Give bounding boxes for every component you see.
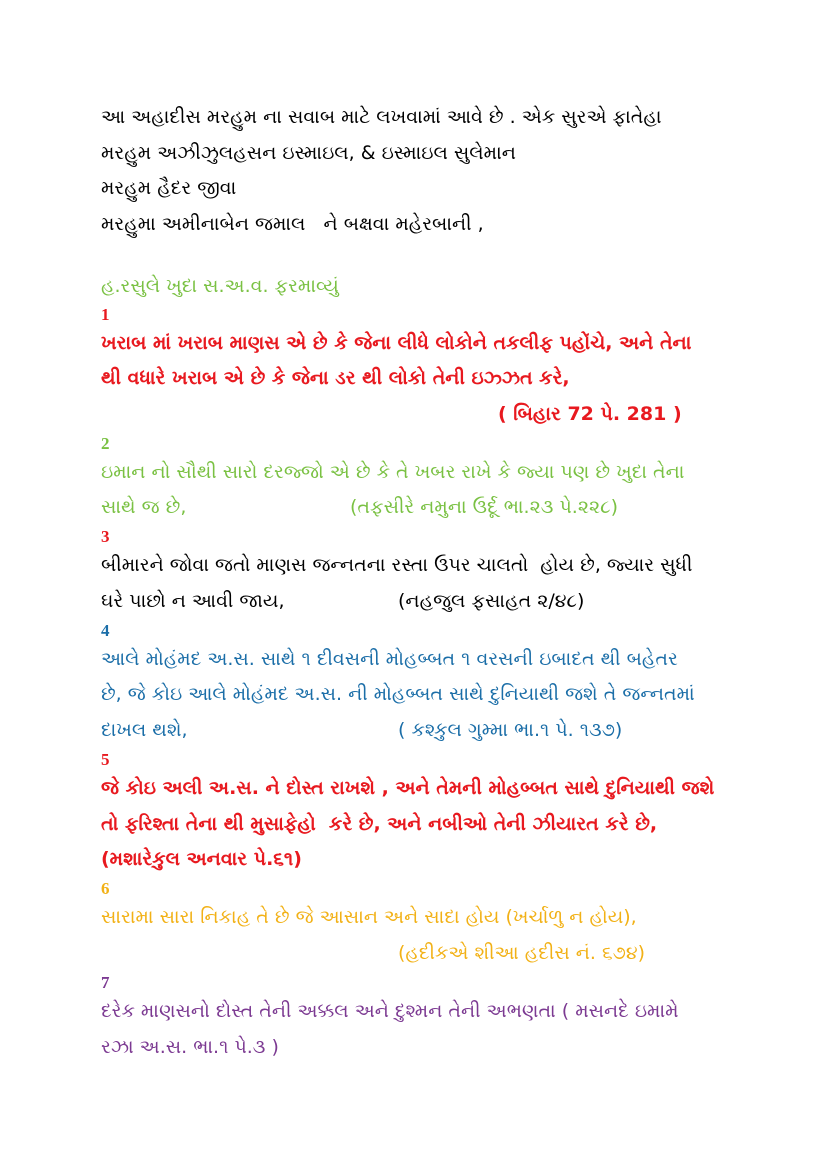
hadith-5-line-1: જે કોઇ અલી અ.સ. ને દોસ્ત રાખશે , અને તેમની મોહબ્બત સાથે દુનિયાથી જશે bbox=[101, 777, 715, 799]
hadith-4-number: 4 bbox=[101, 621, 110, 640]
hadith-2-line-1: ઇમાન નો સૌથી સારો દરજ્જો એ છે કે તે ખબર રાખે કે જ્યા પણ છે ખુદા તેના bbox=[101, 461, 685, 483]
hadith-6-reference: (હદીકએ શીઆ હદીસ નં. ૬૭૪) bbox=[398, 942, 646, 964]
hadith-4-reference: ( કશ્કુલ ગુમ્મા ભા.૧ પે. ૧૩૭) bbox=[398, 719, 623, 741]
hadith-1-line-1: ખરાબ માં ખરાબ માણસ એ છે કે જેના લીધે લોકોને તકલીફ પહોંચે, અને તેના bbox=[101, 332, 692, 354]
hadith-6-line-1: સારામા સારા નિકાહ તે છે જે આસાન અને સાદા હોય (ખર્ચાળુ ન હોય), bbox=[101, 906, 637, 928]
hadith-5-reference: (મશારેકુલ અનવાર પે.૬૧) bbox=[101, 848, 302, 870]
intro-line-1: આ અહાદીસ મરહુમ ના સવાબ માટે લખવામાં આવે છે . એક સુરએ ફાતેહા bbox=[101, 106, 662, 128]
hadith-3-line-1: બીમારને જોવા જતો માણસ જન્નતના રસ્તા ઉપર ચાલતો હોય છે, જ્યાર સુધી bbox=[101, 554, 693, 576]
hadith-3-line-2: ઘરે પાછો ન આવી જાય, bbox=[101, 590, 285, 612]
hadith-7-line-1: દરેક માણસનો દોસ્ત તેની અક્કલ અને દુશ્મન તેની અભણતા ( મસનદે ઇમામે bbox=[101, 1000, 679, 1022]
hadith-1-line-2: થી વધારે ખરાબ એ છે કે જેના ડર થી લોકો તેની ઇઝ્ઝત કરે, bbox=[101, 367, 570, 389]
hadith-4-line-2: છે, જે કોઇ આલે મોહંમદ અ.સ. ની મોહબ્બત સાથે દુનિયાથી જશે તે જન્નતમાં bbox=[101, 683, 695, 705]
hadith-2-reference: (તફસીરે નમુના ઉર્દૂ ભા.૨૩ પે.૨૨૮) bbox=[350, 496, 618, 518]
hadith-4-line-3: દાખલ થશે, bbox=[101, 719, 188, 741]
intro-line-4: મરહુમા અમીનાબેન જમાલ ને બક્ષવા મહેરબાની , bbox=[101, 213, 484, 235]
hadith-2-line-2: સાથે જ છે, bbox=[101, 496, 187, 518]
hadith-3-number: 3 bbox=[101, 527, 110, 546]
intro-line-3: મરહુમ હૈદર જીવા bbox=[101, 177, 237, 199]
intro-line-2: મરહુમ અઝીઝુલહસન ઇસ્માઇલ, & ઇસ્માઇલ સુલેમાન bbox=[101, 142, 516, 164]
hadith-5-line-2: તો ફરિશ્તા તેના થી મુસાફેહો કરે છે, અને નબીઓ તેની ઝીયારત કરે છે, bbox=[101, 813, 658, 835]
hadith-5-number: 5 bbox=[101, 750, 110, 769]
hadith-2-number: 2 bbox=[101, 434, 110, 453]
hadith-1-reference: ( બિહાર 72 પે. 281 ) bbox=[498, 403, 682, 425]
hadith-7-line-2: રઝા અ.સ. ભા.૧ પે.૩ ) bbox=[101, 1036, 279, 1058]
hadith-3-reference: (નહજુલ ફસાહત ૨/૪૮) bbox=[398, 590, 585, 612]
heading: હ.રસુલે ખુદા સ.અ.વ. ફરમાવ્યું bbox=[101, 275, 339, 297]
hadith-4-line-1: આલે મોહંમદ અ.સ. સાથે ૧ દીવસની મોહબ્બત ૧ વરસની ઇબાદત થી બહેતર bbox=[101, 648, 678, 670]
hadith-7-number: 7 bbox=[101, 973, 110, 992]
hadith-1-number: 1 bbox=[101, 305, 110, 324]
hadith-6-number: 6 bbox=[101, 879, 110, 898]
